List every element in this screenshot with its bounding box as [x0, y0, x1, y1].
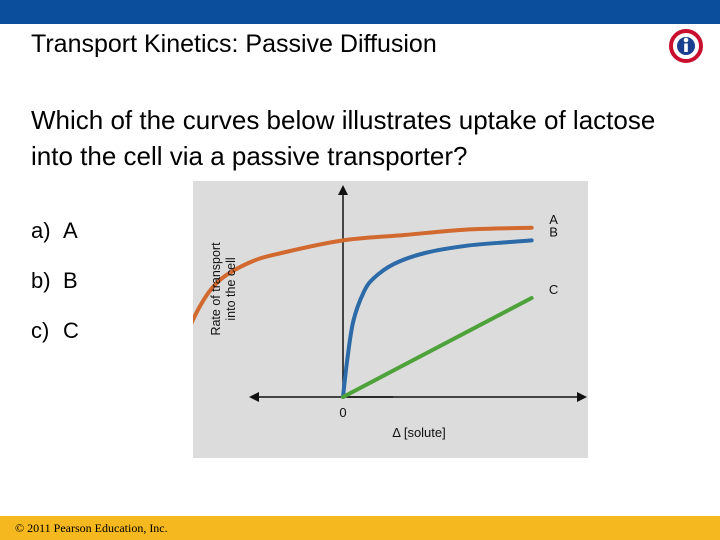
x-tick-label: 0 — [339, 405, 347, 420]
option-label: A — [63, 218, 78, 243]
chart-svg — [193, 181, 588, 458]
option-letter: a) — [31, 218, 51, 243]
series-line-b — [343, 240, 532, 397]
transport-kinetics-chart — [193, 181, 588, 458]
slide-title: Transport Kinetics: Passive Diffusion — [31, 30, 437, 58]
answer-options — [31, 206, 79, 356]
y-axis-label: Rate of transportinto the cell — [209, 242, 238, 336]
footer-bar — [0, 516, 720, 540]
series-layer — [193, 212, 558, 397]
option-a[interactable] — [31, 206, 79, 256]
series-label-b: B — [549, 224, 558, 240]
question-text: Which of the curves below illustrates uptake of lactose into the cell via a passive transporter? — [31, 105, 656, 171]
series-label-a: A — [549, 211, 558, 227]
info-logo-icon — [668, 28, 704, 64]
option-label: B — [63, 268, 78, 293]
copyright-text: © 2011 Pearson Education, Inc. — [15, 521, 168, 535]
option-label: C — [63, 318, 79, 343]
option-b[interactable] — [31, 256, 79, 306]
option-letter: b) — [31, 268, 51, 293]
series-line-c — [343, 298, 532, 397]
x-axis-label: Δ [solute] — [392, 425, 446, 440]
series-line-a — [193, 228, 532, 397]
top-bar — [0, 0, 720, 24]
series-label-c: C — [548, 282, 559, 297]
option-letter: c) — [31, 318, 50, 343]
option-c[interactable] — [31, 306, 79, 356]
